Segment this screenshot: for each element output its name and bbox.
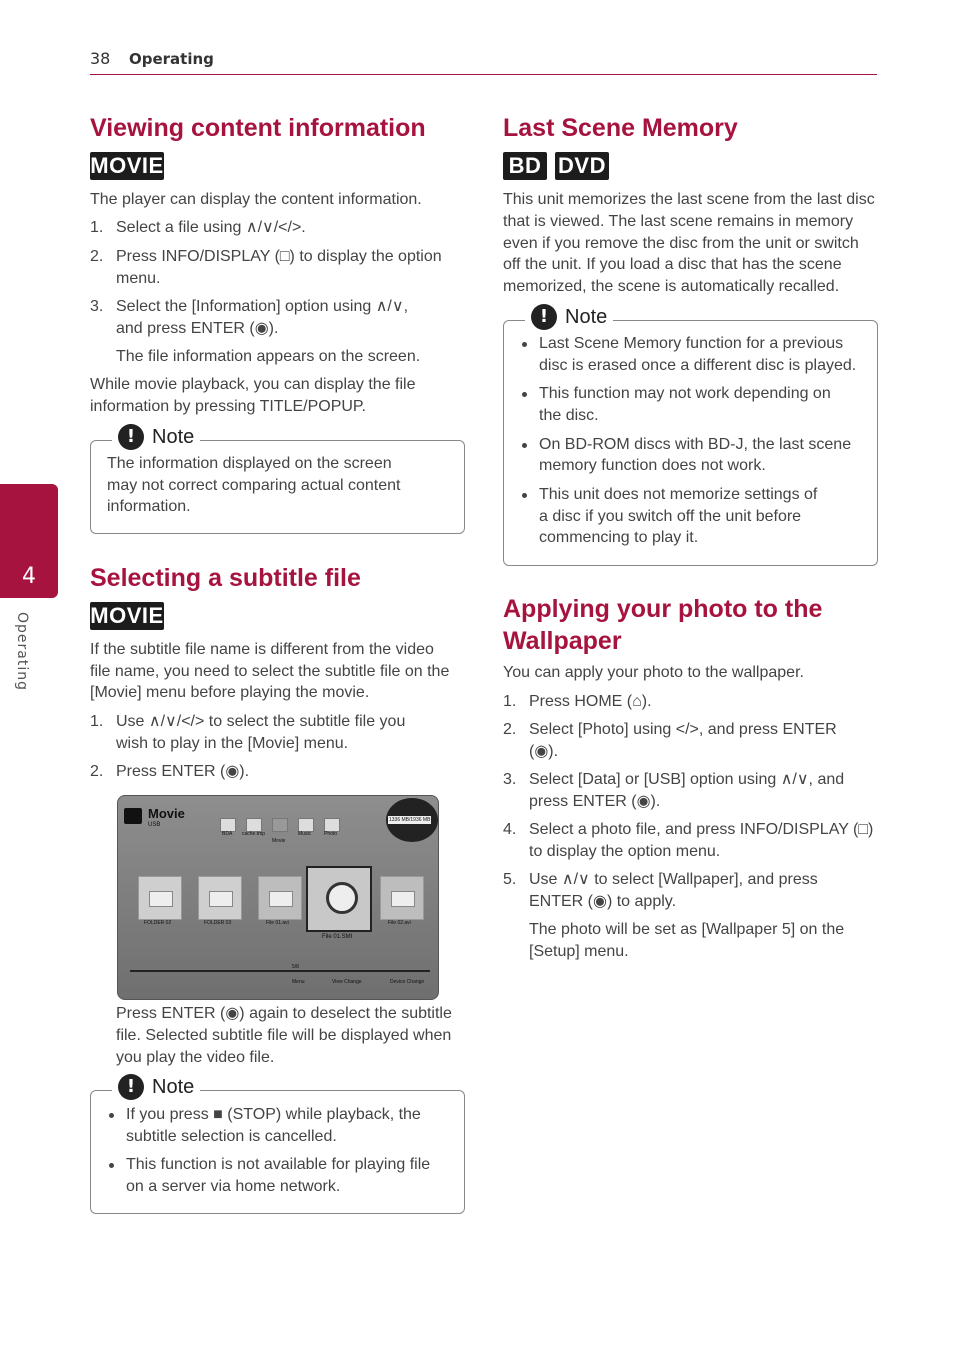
step-text: wish to play in the [Movie] menu. (116, 735, 349, 752)
intro-text: You can apply your photo to the wallpaper. (503, 664, 804, 681)
note-text: the disc. (539, 407, 599, 424)
paragraph: that is viewed. The last scene remains in memory (503, 213, 854, 230)
note-header (112, 1073, 200, 1101)
step-text: Press INFO/DISPLAY (□) to display the option (116, 248, 442, 265)
note-text: Last Scene Memory function for a previous (539, 335, 844, 352)
note-title: Note (152, 1075, 195, 1098)
capacity: 1336 MB/1936 MB (389, 817, 431, 823)
note-text: a disc if you switch off the unit before (539, 508, 802, 525)
step-text: Press ENTER (◉). (116, 763, 250, 780)
step-number: 1. (90, 713, 104, 730)
exclamation-icon: ! (118, 1074, 144, 1100)
page-indicator: 5/8 (292, 964, 299, 970)
note-text: information. (107, 498, 191, 515)
folder-icon (324, 818, 340, 832)
note-text: On BD-ROM discs with BD-J, the last scene (539, 436, 852, 453)
section-title-subtitle: Selecting a subtitle file (90, 564, 361, 592)
section-title-last-scene: Last Scene Memory (503, 114, 738, 142)
note-text: This function is not available for playing file (126, 1156, 431, 1173)
dvd-badge: DVD (555, 152, 609, 180)
device-change-hint: Device Change (390, 979, 425, 985)
note-text: commencing to play it. (539, 529, 699, 546)
step-text: Select the [Information] option using ∧/∨, (116, 298, 409, 315)
folder-tile (198, 876, 242, 920)
note-title: Note (565, 305, 608, 328)
note-header (525, 303, 613, 331)
tile-label: File 02.avi (388, 920, 411, 926)
exclamation-icon: ! (118, 424, 144, 450)
section-title-viewing: Viewing content information (90, 114, 426, 142)
movie-menu-screenshot (117, 795, 439, 1000)
step-text: Select a photo file, and press INFO/DISPLAY (□) (529, 821, 874, 838)
top-item: Photo (324, 831, 338, 837)
section-title-wallpaper: Applying your photo to the (503, 595, 823, 623)
exclamation-icon: ! (531, 304, 557, 330)
step-text: Select [Data] or [USB] option using ∧/∨, and (529, 771, 845, 788)
result-text: [Setup] menu. (529, 943, 629, 960)
note-text: on a server via home network. (126, 1178, 341, 1195)
bullet (522, 392, 527, 397)
video-file-tile (258, 876, 302, 920)
bullet (522, 342, 527, 347)
note-text: may not correct comparing actual content (107, 477, 401, 494)
step-text: ENTER (◉) to apply. (529, 893, 677, 910)
step-text: press ENTER (◉). (529, 793, 661, 810)
step-text: and press ENTER (◉). (116, 320, 279, 337)
note-title: Note (152, 425, 195, 448)
chapter-label: Operating (14, 612, 30, 691)
bullet (522, 443, 527, 448)
movie-icon (124, 808, 142, 824)
step-text: Use ∧/∨ to select [Wallpaper], and press (529, 871, 818, 888)
tile-label: File 01.avi (266, 920, 289, 926)
step-number: 5. (503, 871, 517, 888)
note-text: This function may not work depending on (539, 385, 831, 402)
tile-label: File 01.SMI (322, 934, 353, 940)
bullet (109, 1113, 114, 1118)
result-text: The photo will be set as [Wallpaper 5] on the (529, 921, 845, 938)
movie-badge: MOVIE (90, 153, 164, 178)
note-text: If you press ■ (STOP) while playback, the (126, 1106, 421, 1123)
folder-icon (220, 818, 236, 832)
note-text: This unit does not memorize settings of (539, 486, 818, 503)
step-number: 4. (503, 821, 517, 838)
movie-badge: MOVIE (90, 603, 164, 628)
top-item: cache.tmp (242, 831, 266, 837)
running-header: Operating (129, 50, 214, 68)
bullet (109, 1163, 114, 1168)
step-text: to display the option menu. (529, 843, 721, 860)
video-file-tile (380, 876, 424, 920)
step-number: 3. (503, 771, 517, 788)
view-change-hint: View Change (332, 979, 362, 985)
step-text: menu. (116, 270, 161, 287)
screen-source: USB (148, 822, 161, 828)
step-text: Use ∧/∨/</> to select the subtitle file you (116, 713, 406, 730)
chapter-number: 4 (22, 564, 36, 589)
section-title-wallpaper-cont: Wallpaper (503, 627, 622, 655)
paragraph: you play the video file. (116, 1049, 275, 1066)
folder-tile (138, 876, 182, 920)
bullet (522, 493, 527, 498)
step-number: 3. (90, 298, 104, 315)
paragraph: Press ENTER (◉) again to deselect the subtitle (116, 1005, 452, 1022)
step-number: 2. (90, 763, 104, 780)
step-number: 2. (503, 721, 517, 738)
paragraph: memorized, the scene is automatically recalled. (503, 278, 840, 295)
note-text: disc is erased once a different disc is played. (539, 357, 857, 374)
paragraph: If the subtitle file name is different from the video (90, 641, 434, 658)
top-item: BDA (222, 831, 233, 837)
note-text: subtitle selection is cancelled. (126, 1128, 337, 1145)
intro-text: The player can display the content information. (90, 191, 422, 208)
paragraph: file. Selected subtitle file will be displayed when (116, 1027, 452, 1044)
bd-badge: BD (503, 152, 547, 180)
paragraph: even if you remove the disc from the unit or switch (503, 235, 859, 252)
page-number: 38 (90, 49, 111, 68)
step-number: 2. (90, 248, 104, 265)
tile-label: FOLDER 02 (144, 920, 172, 926)
menu-hint: Menu (292, 979, 305, 985)
folder-icon (298, 818, 314, 832)
step-text: Select a file using ∧/∨/</>. (116, 219, 306, 236)
note-text: memory function does not work. (539, 457, 766, 474)
step-number: 1. (503, 693, 517, 710)
progress-bar (130, 970, 430, 972)
result-text: The file information appears on the screen. (116, 348, 421, 365)
paragraph: While movie playback, you can display the file (90, 376, 416, 393)
header-rule (90, 74, 877, 75)
folder-icon (246, 818, 262, 832)
step-text: Press HOME (⌂). (529, 693, 652, 710)
note-header (112, 423, 200, 451)
paragraph: information by pressing TITLE/POPUP. (90, 398, 366, 415)
step-text: (◉). (529, 743, 559, 760)
film-reel-icon (326, 882, 358, 914)
step-number: 1. (90, 219, 104, 236)
paragraph: [Movie] menu before playing the movie. (90, 684, 370, 701)
tile-label: FOLDER 03 (204, 920, 232, 926)
top-item: Movie (272, 838, 286, 844)
paragraph: This unit memorizes the last scene from the last disc (503, 191, 875, 208)
paragraph: off the unit. If you load a disc that has the scene (503, 256, 842, 273)
screen-title: Movie (148, 806, 185, 821)
top-item: Music (298, 831, 312, 837)
paragraph: file name, you need to select the subtitle file on the (90, 663, 450, 680)
folder-icon (272, 818, 288, 832)
note-text: The information displayed on the screen (107, 455, 392, 472)
step-text: Select [Photo] using </>, and press ENTER (529, 721, 837, 738)
